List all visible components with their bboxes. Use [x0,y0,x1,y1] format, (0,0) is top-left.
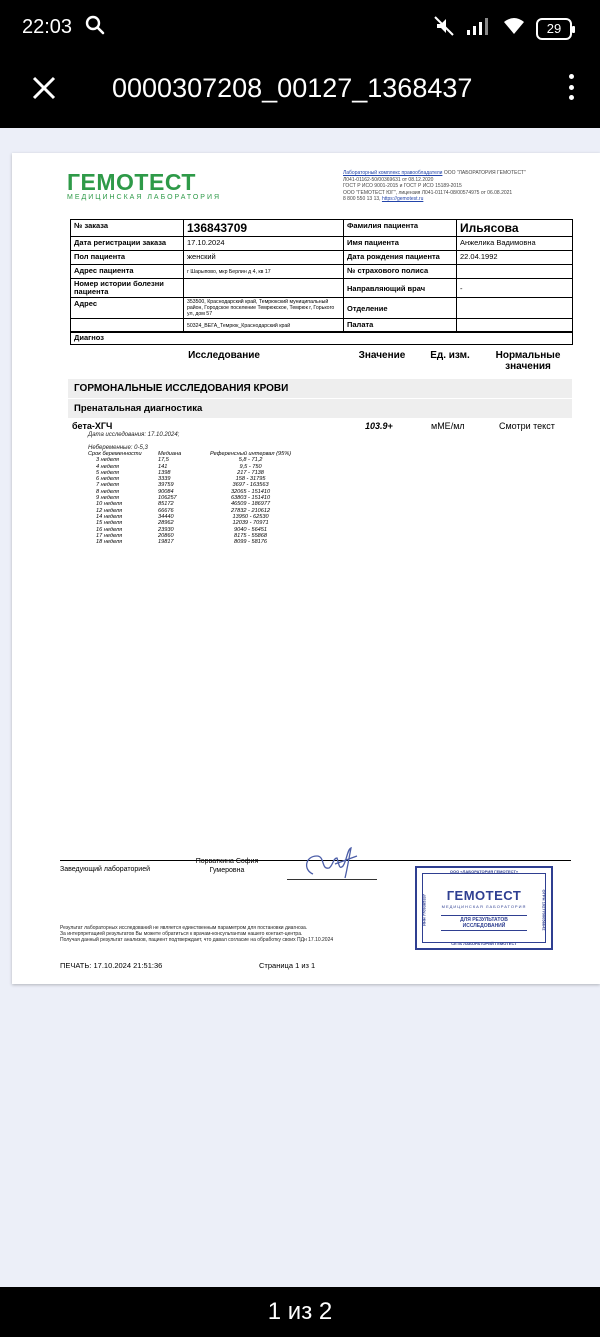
lab-stamp: ООО «ЛАБОРАТОРИЯ ГЕМОТЕСТ» ГЕМОТЕСТ МЕДИЦИНСКАЯ ЛАБОРАТОРИЯ ДЛЯ РЕЗУЛЬТАТОВ ИССЛЕДОВАНИЙ СЕТЬ ЛАБОРАТОРИЙ ГЕМОТЕСТ ИНН 7709385337 ОГРН 1027700056642 [415,866,553,950]
close-icon[interactable] [28,72,60,104]
document-page: ГЕМОТЕСТ МЕДИЦИНСКАЯ ЛАБОРАТОРИЯ Лабораторный комплекс правообладатели ООО "ЛАБОРАТОРИЯ ГЕМОТЕСТ" Л041-01162-50/00369631 от 08.12.2020 ГОСТ Р ИСО 9001-2015 и ГОСТ Р ИСО 15189-2015 ООО "ГЕМОТЕСТ ЮГ", лицензия Л041-01174-08/00574975 от 06.08.2021 8 800 550 13 13, https://gemotest.ru № заказа 136843709 Фамилия пациента Ильясова Дата регистрации заказа 17.10.2024 Имя пациента Анжелика Вадимовна Пол пациента женский Дата рождения пациента 22.04.1992 Адрес пациента г Шарыпово, мкр Берлин д 4, кв 17 № страхового полиса Номер истории болезни пациента Направляющий врач - Адрес 353500, Краснодарский край, Темрюкский муниципальный район, Городское поселение Темрюкское, Темрюк г, Горького ул, дом 57 Отделение 50324_ВЕГА_Темрюк_Краснодарский край Палата Диагноз Исследование Значение Ед. изм. Нормальные значения ГОРМОНАЛЬНЫЕ ИССЛЕДОВАНИЯ КРОВИ Пренатальная диагностика бета-ХГЧ 103.9+ мМЕ/мл Смотри текст Дата исследования: 17.10.2024; Небеременные: 0-5,3 Срок беременности Медиана Референсный интервал (95%) 3 неделя 17,5 5,8 - 71,2 4 неделя 141 9,5 - 750 5 неделя 1398 217 - 7138 6 неделя 3339 158 - 31795 7 неделя 39759 3697 - 163563 8 неделя 90084 32065 - 151410 9 неделя 106257 63803 - 151410 10 неделя 85172 46509 - 186977 12 неделя 66676 27832 - 210612 14 неделя 34440 13950 - 62530 15 неделя 28962 12039 - 70971 16 неделя 23930 9040 - 56451 17 неделя 20860 8175 - 55868 18 неделя 19817 8099 - 58176 Заведующий лабораторией Порваткина София Гумеровна ООО «ЛАБОРАТОРИЯ ГЕМОТЕСТ» ГЕМОТЕСТ МЕДИЦИНСКАЯ ЛАБОРАТОРИЯ ДЛЯ РЕЗУЛЬТАТОВ ИССЛЕДОВАНИЙ СЕТЬ ЛАБОРАТОРИЙ ГЕМОТЕСТ ИНН 7709385337 ОГРН 1027700056642 Результат лабораторных исследований не является единственным параметром для постановки диагноза. За интерпретацией результатов Вы можете обратиться к врачам-консультантам нашего контакт-центра. Получая данный результат анализов, пациент подтверждает, что давал согласие на обработку своих ПДн 17.10.2024 ПЕЧАТЬ: 17.10.2024 21:51:36 Страница 1 из 1 [12,153,600,984]
signature-image [299,844,363,884]
diagnosis-field: Диагноз [70,331,573,345]
test-value: 103.9+ [365,421,393,431]
status-bar [0,0,600,56]
site-link[interactable]: https://gemotest.ru [381,196,424,202]
subsection-title: Пренатальная диагностика [68,399,572,418]
signature-line [287,879,377,880]
col-unit: Ед. изм. [430,350,470,361]
wifi-icon [502,16,526,41]
clock: 22:03 [22,16,73,38]
section-title: ГОРМОНАЛЬНЫЕ ИССЛЕДОВАНИЯ КРОВИ [68,379,572,398]
page-number: Страница 1 из 1 [259,961,316,970]
reference-table: Срок беременности Медиана Референсный интервал (95%) 3 неделя 17,5 5,8 - 71,2 4 неделя 141 9,5 - 750 5 неделя 1398 217 - 7138 6 неделя 3339 158 - 31795 7 неделя 39759 3697 - 163563 8 неделя 90084 32065 - 151410 9 неделя 106257 63803 - 151410 10 неделя 85172 46509 - 186977 12 неделя 66676 27832 - 210612 14 неделя 34440 13950 - 62530 15 неделя 28962 12039 - 70971 16 неделя 23930 9040 - 56451 17 неделя 20860 8175 - 55868 18 неделя 19817 8099 - 58176 [88,451,292,546]
battery-icon: 29 [536,18,572,40]
order-number: 136843709 [184,220,344,237]
more-vert-icon[interactable] [564,70,578,104]
search-icon [84,14,106,41]
signal-icon [466,16,492,41]
app-bar [0,56,600,128]
status-icons [432,14,572,43]
col-value: Значение [358,350,406,361]
print-timestamp: ПЕЧАТЬ: 17.10.2024 21:51:36 [60,961,163,970]
patient-surname: Ильясова [457,220,573,237]
patient-info-table: № заказа 136843709 Фамилия пациента Ильясова Дата регистрации заказа 17.10.2024 Имя пациента Анжелика Вадимовна Пол пациента женский Дата рождения пациента 22.04.1992 Адрес пациента г Шарыпово, мкр Берлин д 4, кв 17 № страхового полиса Номер истории болезни пациента Направляющий врач - Адрес 353500, Краснодарский край, Темрюкский муниципальный район, Городское поселение Темрюкское, Темрюк г, Горького ул, дом 57 Отделение 50324_ВЕГА_Темрюк_Краснодарский край Палата [70,219,573,333]
lab-info: Лабораторный комплекс правообладатели ООО "ЛАБОРАТОРИЯ ГЕМОТЕСТ" Л041-01162-50/00369631 от 08.12.2020 ГОСТ Р ИСО 9001-2015 и ГОСТ Р ИСО 15189-2015 ООО "ГЕМОТЕСТ ЮГ", лицензия Л041-01174-08/00574975 от 06.08.2021 8 800 550 13 13, https://gemotest.ru [343,170,526,202]
page-indicator: 1 из 2 [0,1287,600,1337]
col-study: Исследование [188,350,260,361]
document-title: 0000307208_00127_1368437 [112,73,473,103]
lab-link[interactable]: Лабораторный комплекс правообладатели [343,170,443,176]
lab-logo: ГЕМОТЕСТ МЕДИЦИНСКАЯ ЛАБОРАТОРИЯ [67,169,222,201]
signer-name: Порваткина София Гумеровна [195,858,259,874]
test-comment: Дата исследования: 17.10.2024; Небеременные: 0-5,3 [88,432,180,451]
disclaimer: Результат лабораторных исследований не является единственным параметром для постановки диагноза. За интерпретацией результатов Вы можете обратиться к врачам-консультантам нашего контакт-центра. Получая данный результат анализов, пациент подтверждает, что давал согласие на обработку своих ПДн 17.10.2024 [60,925,334,943]
signer-role: Заведующий лабораторией [60,866,150,873]
col-norm: Нормальные значения [495,350,561,372]
mute-icon [432,14,456,43]
